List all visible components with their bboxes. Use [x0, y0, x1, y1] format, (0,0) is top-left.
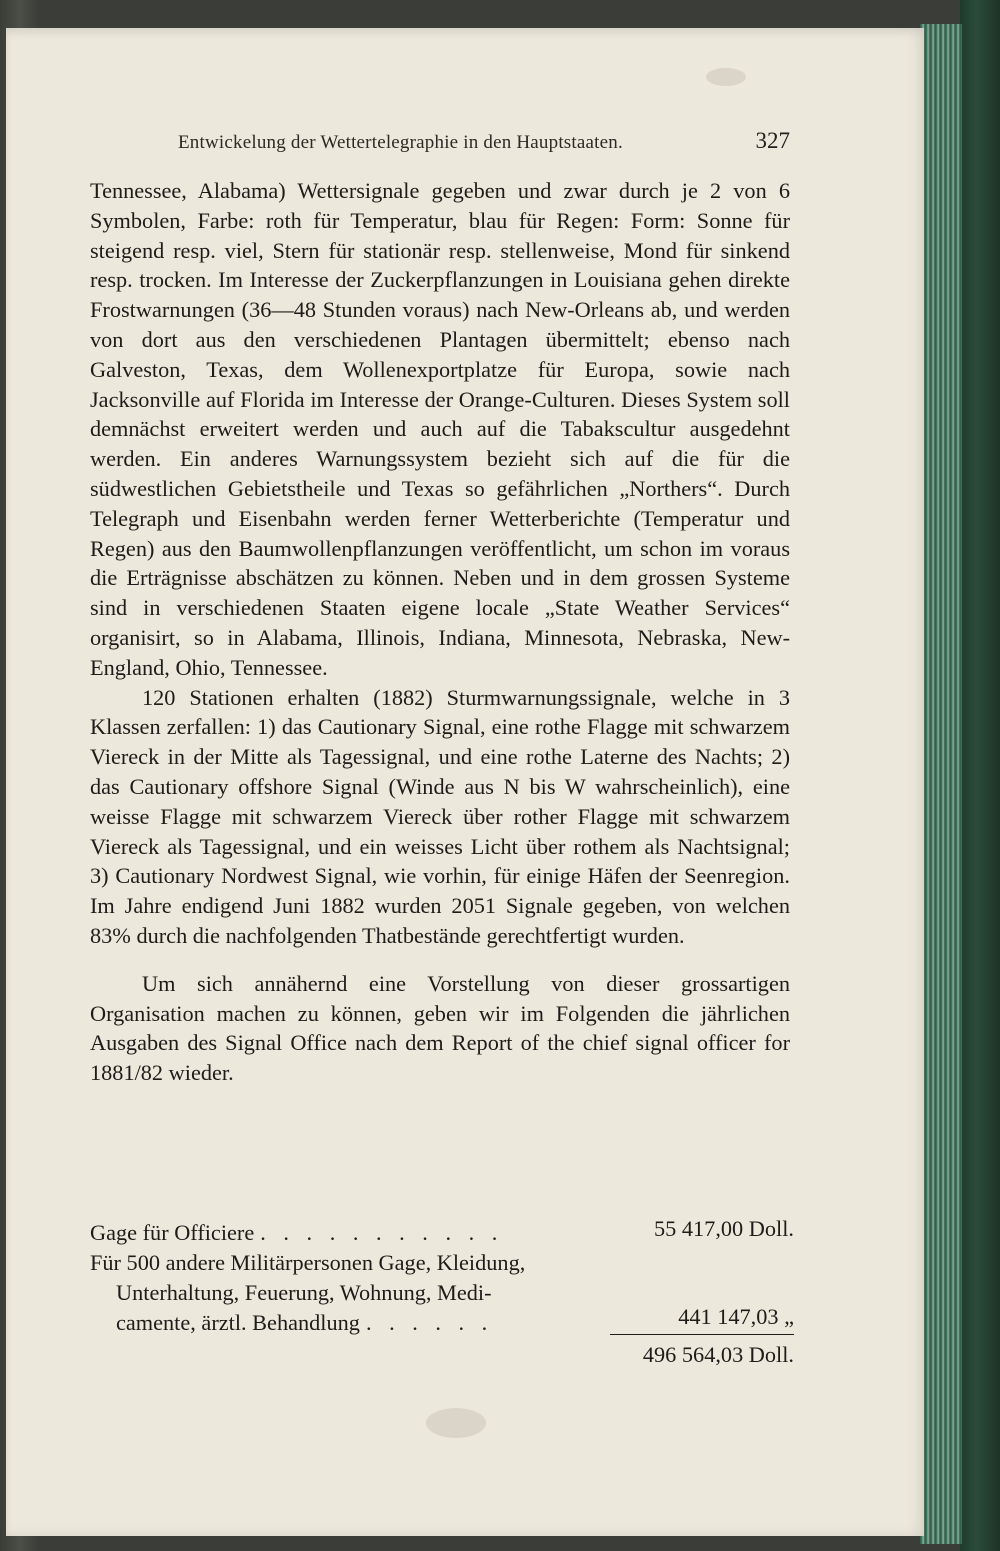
paragraph-storm-warnings: 120 Stationen erhalten (1882) Sturmwarnungssignale, welche in 3 Klassen zerfallen: 1) das Cautionary Signal, eine rothe Flagge mit schwarzem Viereck in der Mitte als Tagessignal, und eine rothe Laterne des Nachts; 2) das Cautionary offshore Signal (Winde aus N bis W wahrscheinlich), eine weisse Flagge mit schwarzem Viereck über rother Flagge mit schwarzem Viereck als Tagessignal, und ein weisses Licht über rothem als Nachtsignal; 3) Cautionary Nordwest Signal, wie vorhin, für einige Häfen der Seenregion. Im Jahre endigend Juni 1882 wurden 2051 Signale gegeben, von welchen 83% durch die nachfolgenden Thatbestände gerechtfertigt wurden. [90, 684, 790, 948]
sum-rule [610, 1334, 794, 1335]
expense-label-line: Für 500 andere Militärpersonen Gage, Kleidung, [90, 1250, 526, 1275]
expense-label [90, 1220, 503, 1246]
book-cover-edge [960, 0, 1000, 1551]
paragraph-weather-signals: Tennessee, Alabama) Wettersignale gegeben und zwar durch je 2 von 6 Symbolen, Farbe: roth für Temperatur, blau für Regen: Form: Sonne für steigend resp. viel, Stern für stationär resp. stellenweise, Mond für sinkend resp. trocken. Im Interesse der Zuckerpflanzungen in Louisiana gehen direkte Frostwarnungen (36—48 Stunden voraus) nach New-Orleans ab, und werden von dort aus den verschiedenen Plantagen übermittelt; ebenso nach Galveston, Texas, dem Wollenexportplatze für Europa, sowie nach Jacksonville auf Florida im Interesse der Orange-Culturen. Dieses System soll demnächst erweitert werden und auch auf die Tabakscultur ausgedehnt werden. Ein anderes Warnungssystem bezieht sich auf die für die südwestlichen Gebietstheile und Texas so gefährlichen „Northers“. Durch Telegraph und Eisenbahn werden ferner Wetterberichte (Temperatur und Regen) aus den Baumwollenpflanzungen veröffentlicht, um schon im voraus die Erträgnisse abschätzen zu können. Neben und in dem grossen Systeme sind in verschiedenen Staaten eigene locale „State Weather Services“ organisirt, so in Alabama, Illinois, Indiana, Minnesota, Nebraska, New-England, Ohio, Tennessee. [90, 178, 790, 680]
paper-stain [426, 1408, 486, 1438]
expense-label-line [116, 1310, 493, 1336]
body-text [90, 176, 790, 1088]
paragraph-expenses-intro: Um sich annähernd eine Vorstellung von dieser grossartigen Organisation machen zu können, geben wir im Folgenden die jährlichen Ausgaben des Signal Office nach dem Report of the chief signal officer for 1881/82 wieder. [90, 970, 790, 1086]
expense-label-text: camente, ärztl. Behandlung [116, 1310, 360, 1335]
page-block-edges [920, 24, 962, 1544]
expense-label-text: Gage für Officiere [90, 1220, 255, 1245]
page-number: 327 [755, 128, 790, 153]
expense-label-line: Unterhaltung, Feuerung, Wohnung, Medi- [116, 1280, 492, 1305]
expense-amount: 55 417,00 Doll. [654, 1216, 794, 1241]
expense-table [90, 1214, 794, 1374]
dot-leader: . . . . . . [365, 1310, 494, 1335]
paper-stain [706, 68, 746, 86]
dot-leader: . . . . . . . . . . . [260, 1220, 504, 1245]
expense-total: 496 564,03 Doll. [642, 1342, 794, 1367]
page-header [178, 128, 790, 158]
running-title: Entwickelung der Wettertelegraphie in den Hauptstaaten. [178, 132, 623, 153]
expense-amount: 441 147,03 „ [678, 1304, 794, 1329]
